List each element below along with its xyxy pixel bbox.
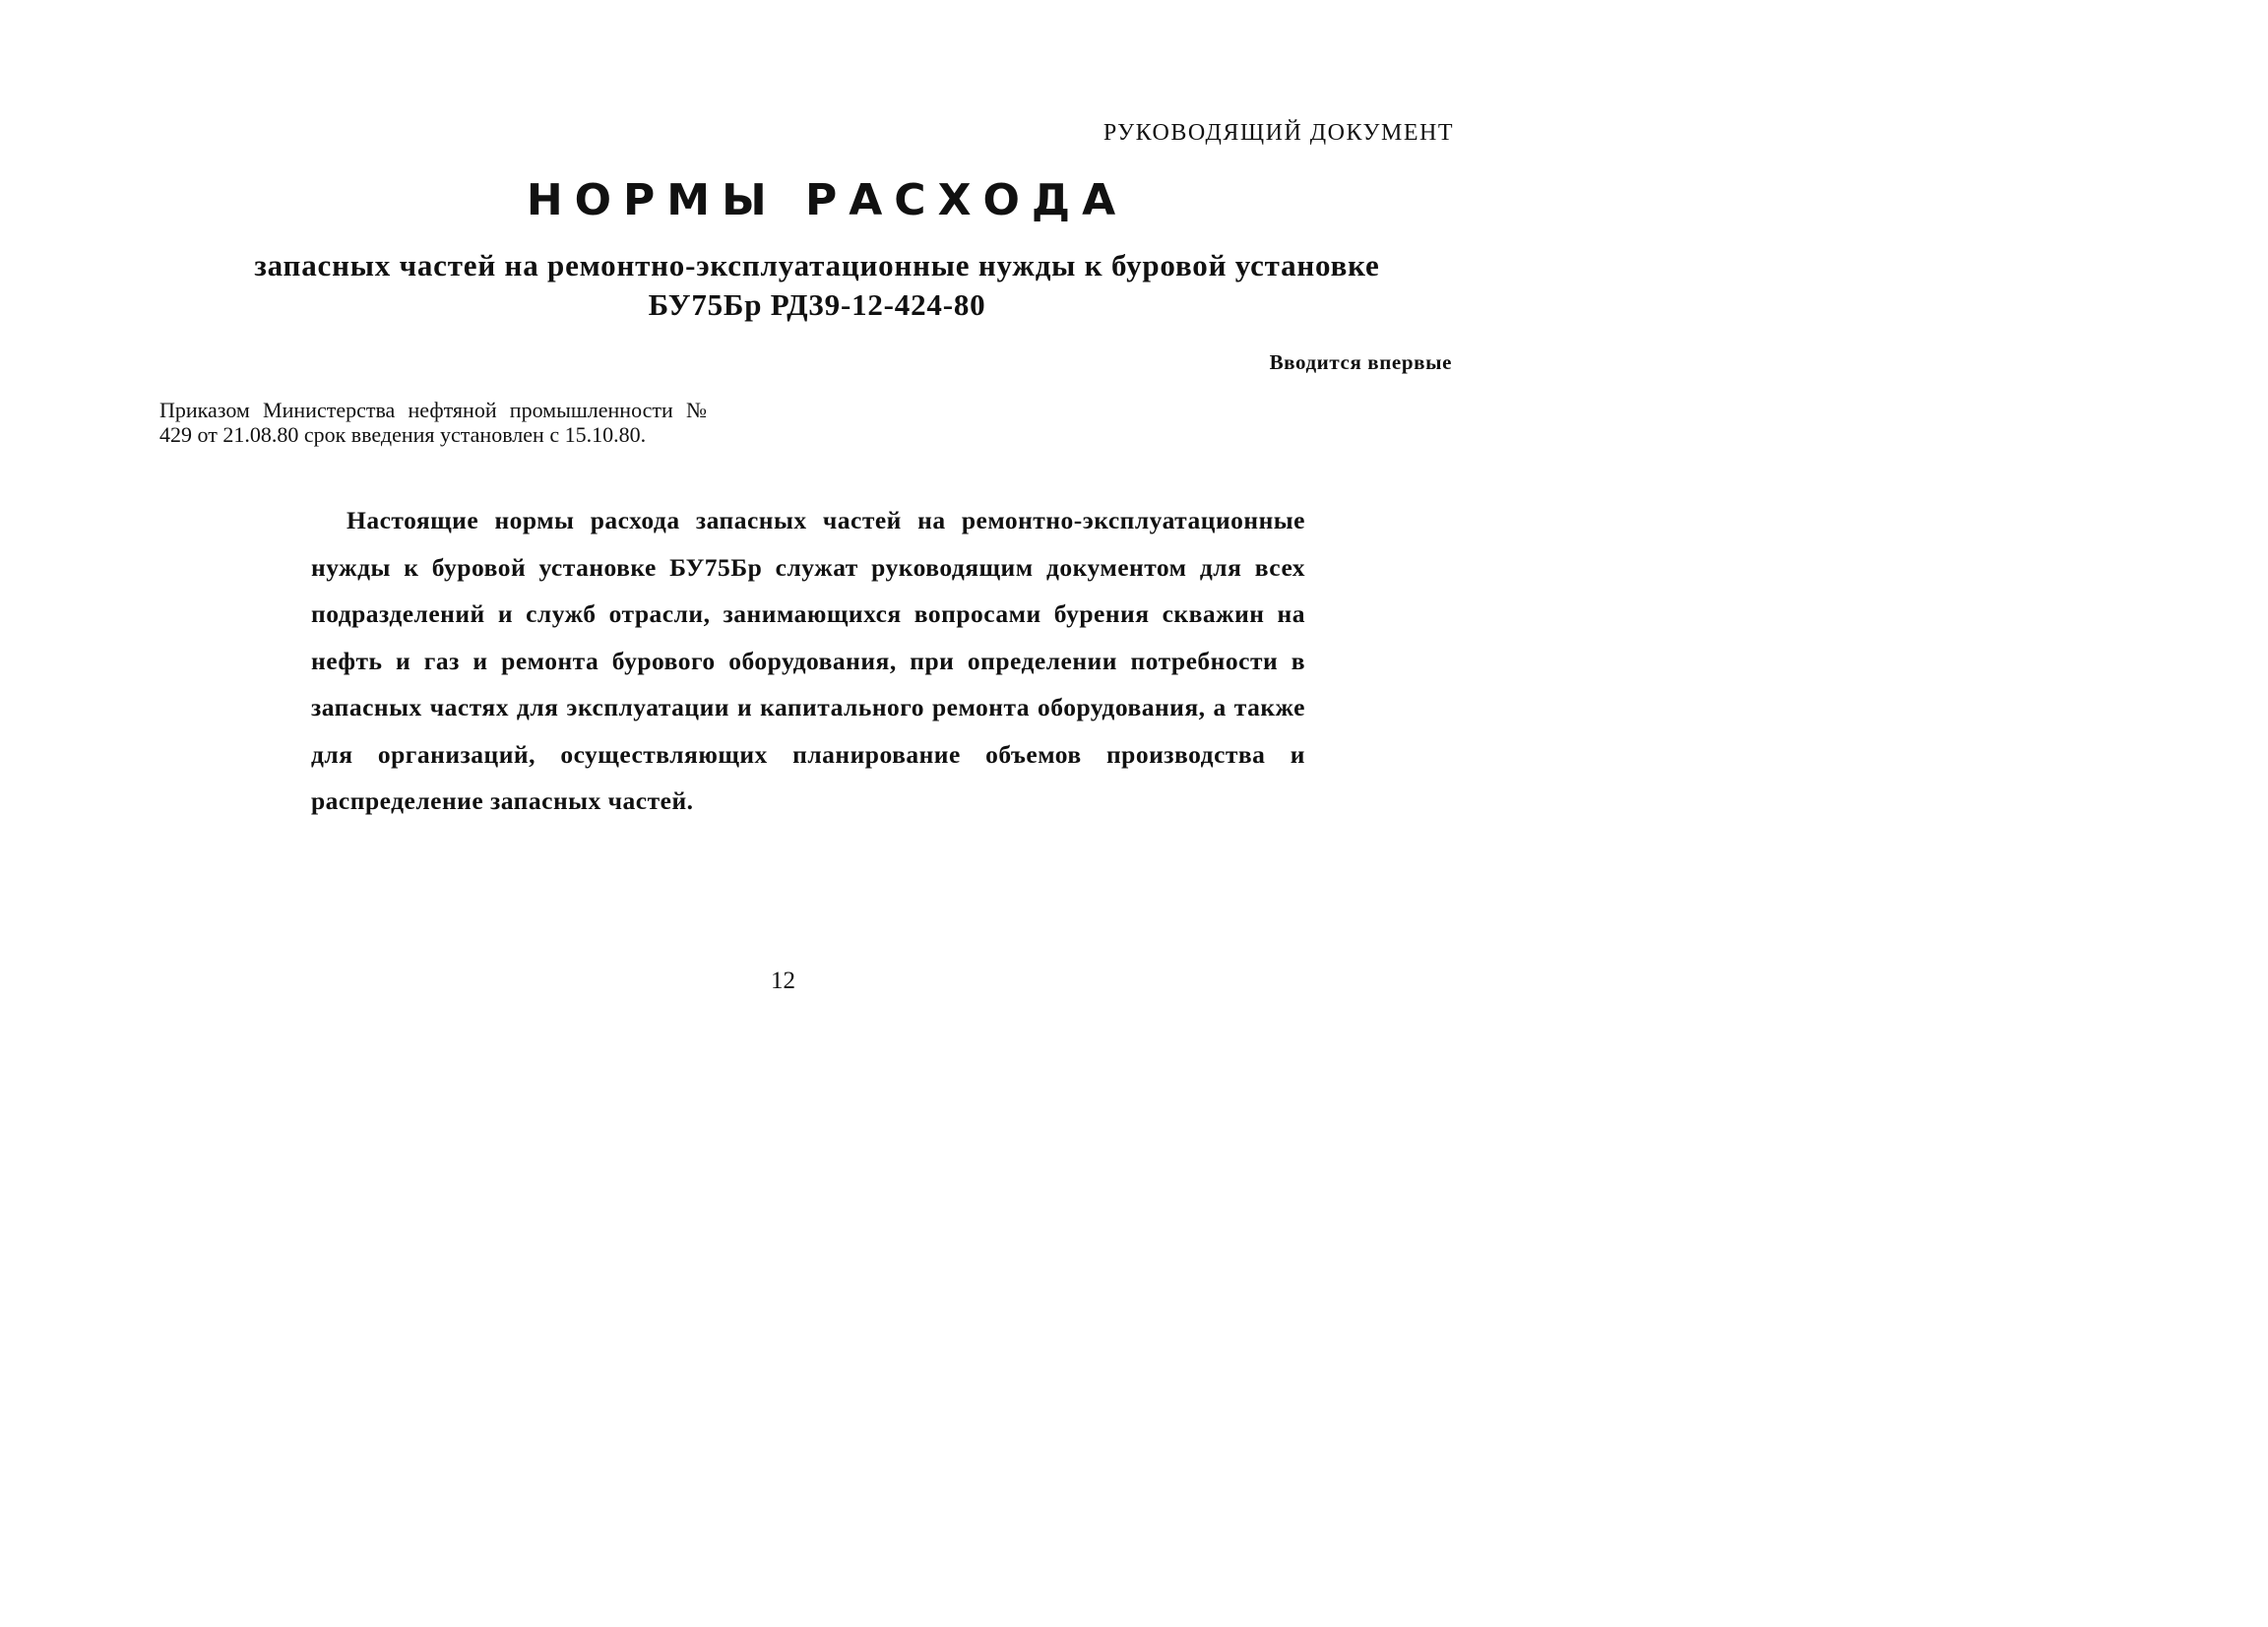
- page-number: 12: [771, 968, 795, 994]
- document-title: НОРМЫ РАСХОДА: [526, 175, 1128, 225]
- subtitle-line-1: запасных частей на ремонтно-эксплуатационные нужды к буровой установке: [254, 248, 1380, 282]
- body-paragraph: Настоящие нормы расхода запасных частей на ремонтно-эксплуатационные нужды к буровой установке БУ75Бр служат руководящим документом для всех подразделений и служб отрасли, занимающихся вопросами бурения скважин на нефть и газ и ремонта бурового оборудования, при определении потребности в запасных частях для эксплуатации и капитального ремонта оборудования, а также для организаций, осуществляющих планирование объемов производства и распределение запасных частей.: [311, 506, 1305, 815]
- order-reference-note: Приказом Министерства нефтяной промышленности № 429 от 21.08.80 срок введения установлен с 15.10.80.: [159, 398, 707, 447]
- subtitle-line-2: БУ75Бр РД39-12-424-80: [648, 287, 986, 322]
- document-type-label: РУКОВОДЯЩИЙ ДОКУМЕНТ: [1102, 120, 1454, 146]
- document-subtitle: [98, 246, 1536, 325]
- introduction-note: Вводится впервые: [1269, 350, 1452, 374]
